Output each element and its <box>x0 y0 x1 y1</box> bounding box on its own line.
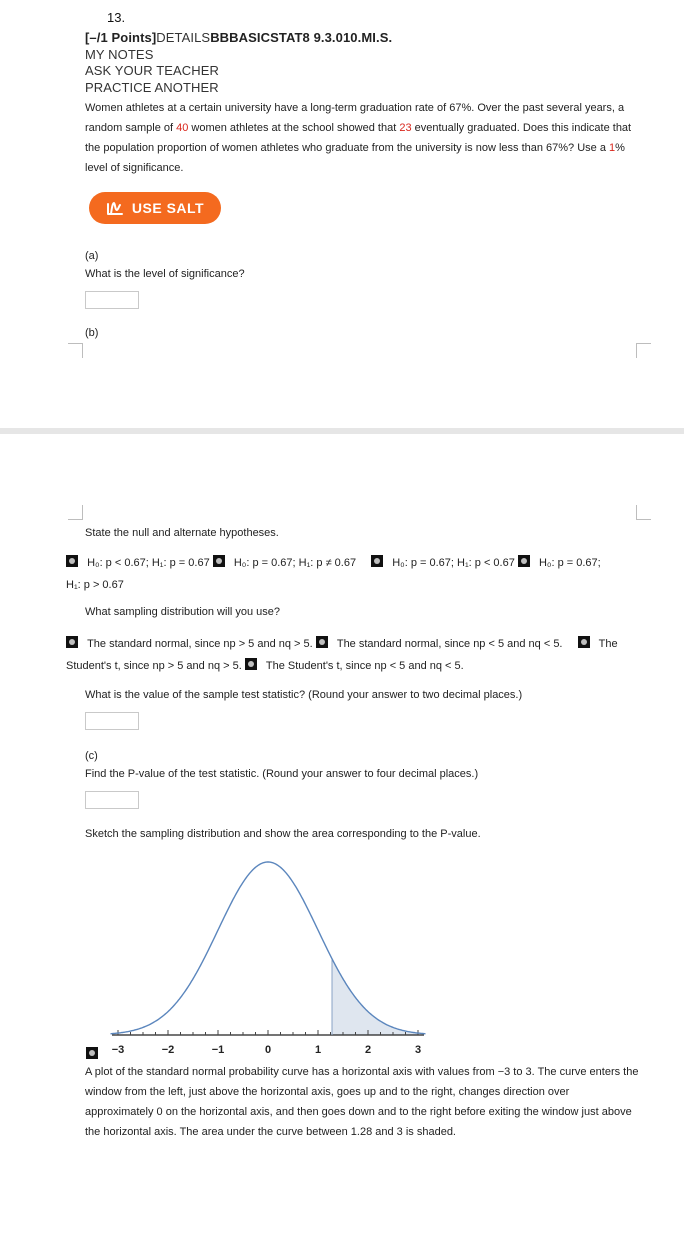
tick-label: 0 <box>264 1044 272 1056</box>
radio-hyp-1[interactable] <box>66 555 78 567</box>
radio-dist-3[interactable] <box>578 636 590 648</box>
radio-hyp-4[interactable] <box>518 555 530 567</box>
practice-another-link[interactable]: PRACTICE ANOTHER <box>85 80 219 95</box>
test-statistic-input[interactable] <box>85 712 139 730</box>
corner-mark <box>636 343 651 358</box>
radio-dist-1[interactable] <box>66 636 78 648</box>
my-notes-link[interactable]: MY NOTES <box>85 47 154 62</box>
salt-icon <box>106 200 124 216</box>
part-c-label: (c) <box>85 750 98 762</box>
radio-dist-4[interactable] <box>245 658 257 670</box>
corner-mark <box>68 343 83 358</box>
graph-description: A plot of the standard normal probability curve has a horizontal axis with values from −3 to 3. The curve enters the window from the left, just above the horizontal axis, goes up and to the right, changes direction over approximately 0 on the horizontal axis, and then goes down and to the right before exiting the window just above the horizontal axis. The area under the curve between 1.28 and 3 is shaded. <box>85 1066 639 1138</box>
significance-value: 1 <box>609 142 616 154</box>
pvalue-prompt: Find the P-value of the test statistic. (Round your answer to four decimal places.) <box>85 768 479 780</box>
pvalue-shaded-area <box>332 959 418 1035</box>
problem-text-1: Women athletes at a certain university have a long-term graduation rate of 67%. Over the past several years, a random sample of <box>85 102 625 134</box>
problem-text-3: eventually graduated. Does this indicate that the population proportion of women athletes who graduate from the university is now less than 67%? Use a <box>85 122 632 154</box>
use-salt-button[interactable] <box>89 192 221 224</box>
problem-text-2: women athletes at the school showed that <box>188 122 400 134</box>
tick-label: −3 <box>111 1044 125 1056</box>
tick-label: 3 <box>414 1044 422 1056</box>
pvalue-input[interactable] <box>85 791 139 809</box>
dist-option-3[interactable]: The Student's t, since np > 5 and nq > 5. <box>66 638 618 672</box>
distribution-prompt: What sampling distribution will you use? <box>85 606 281 618</box>
hyp-option-1[interactable]: H₀: p < 0.67; H₁: p = 0.67 <box>87 557 210 569</box>
corner-mark <box>68 505 83 520</box>
sample-size: 40 <box>176 122 189 134</box>
normal-curve <box>111 862 426 1034</box>
tick-label: −2 <box>161 1044 175 1056</box>
tick-label: −1 <box>211 1044 225 1056</box>
radio-hyp-3[interactable] <box>371 555 383 567</box>
ask-teacher-link[interactable]: ASK YOUR TEACHER <box>85 63 220 78</box>
significance-level-input[interactable] <box>85 291 139 309</box>
hyp-option-2[interactable]: H₀: p = 0.67; H₁: p ≠ 0.67 <box>233 557 357 569</box>
question-header <box>85 30 392 45</box>
part-a-question: What is the level of significance? <box>85 268 245 280</box>
problem-statement <box>85 98 635 178</box>
corner-mark <box>636 505 651 520</box>
page-separator <box>0 428 684 434</box>
radio-graph-1[interactable] <box>86 1047 98 1059</box>
hypotheses-options <box>66 552 606 596</box>
question-number: 13. <box>107 10 126 25</box>
radio-dist-2[interactable] <box>316 636 328 648</box>
points-label: [–/1 Points] <box>85 30 157 45</box>
graduated-count: 23 <box>399 122 412 134</box>
radio-hyp-2[interactable] <box>213 555 225 567</box>
sketch-prompt: Sketch the sampling distribution and show the area corresponding to the P-value. <box>85 828 481 840</box>
part-a-label: (a) <box>85 250 99 262</box>
distribution-options <box>66 633 636 677</box>
use-salt-label: USE SALT <box>131 200 205 216</box>
hypotheses-prompt: State the null and alternate hypotheses. <box>85 527 279 539</box>
dist-option-1[interactable]: The standard normal, since np > 5 and nq > 5. <box>87 638 313 650</box>
hyp-option-4[interactable]: H₀: p = 0.67; H₁: p > 0.67 <box>66 557 601 591</box>
details-link[interactable]: DETAILS <box>156 30 211 45</box>
normal-distribution-graph <box>100 852 440 1044</box>
problem-text-4: % level of significance. <box>85 142 625 174</box>
dist-option-2[interactable]: The standard normal, since np < 5 and nq < 5. <box>336 638 563 650</box>
hyp-option-3[interactable]: H₀: p = 0.67; H₁: p < 0.67 <box>392 557 515 569</box>
tick-label: 2 <box>364 1044 372 1056</box>
part-b-label: (b) <box>85 327 99 339</box>
dist-option-4[interactable]: The Student's t, since np < 5 and nq < 5. <box>265 660 464 672</box>
test-statistic-prompt: What is the value of the sample test statistic? (Round your answer to two decimal places.) <box>85 689 523 701</box>
assignment-code: BBBASICSTAT8 9.3.010.MI.S. <box>210 30 393 45</box>
tick-label: 1 <box>314 1044 322 1056</box>
